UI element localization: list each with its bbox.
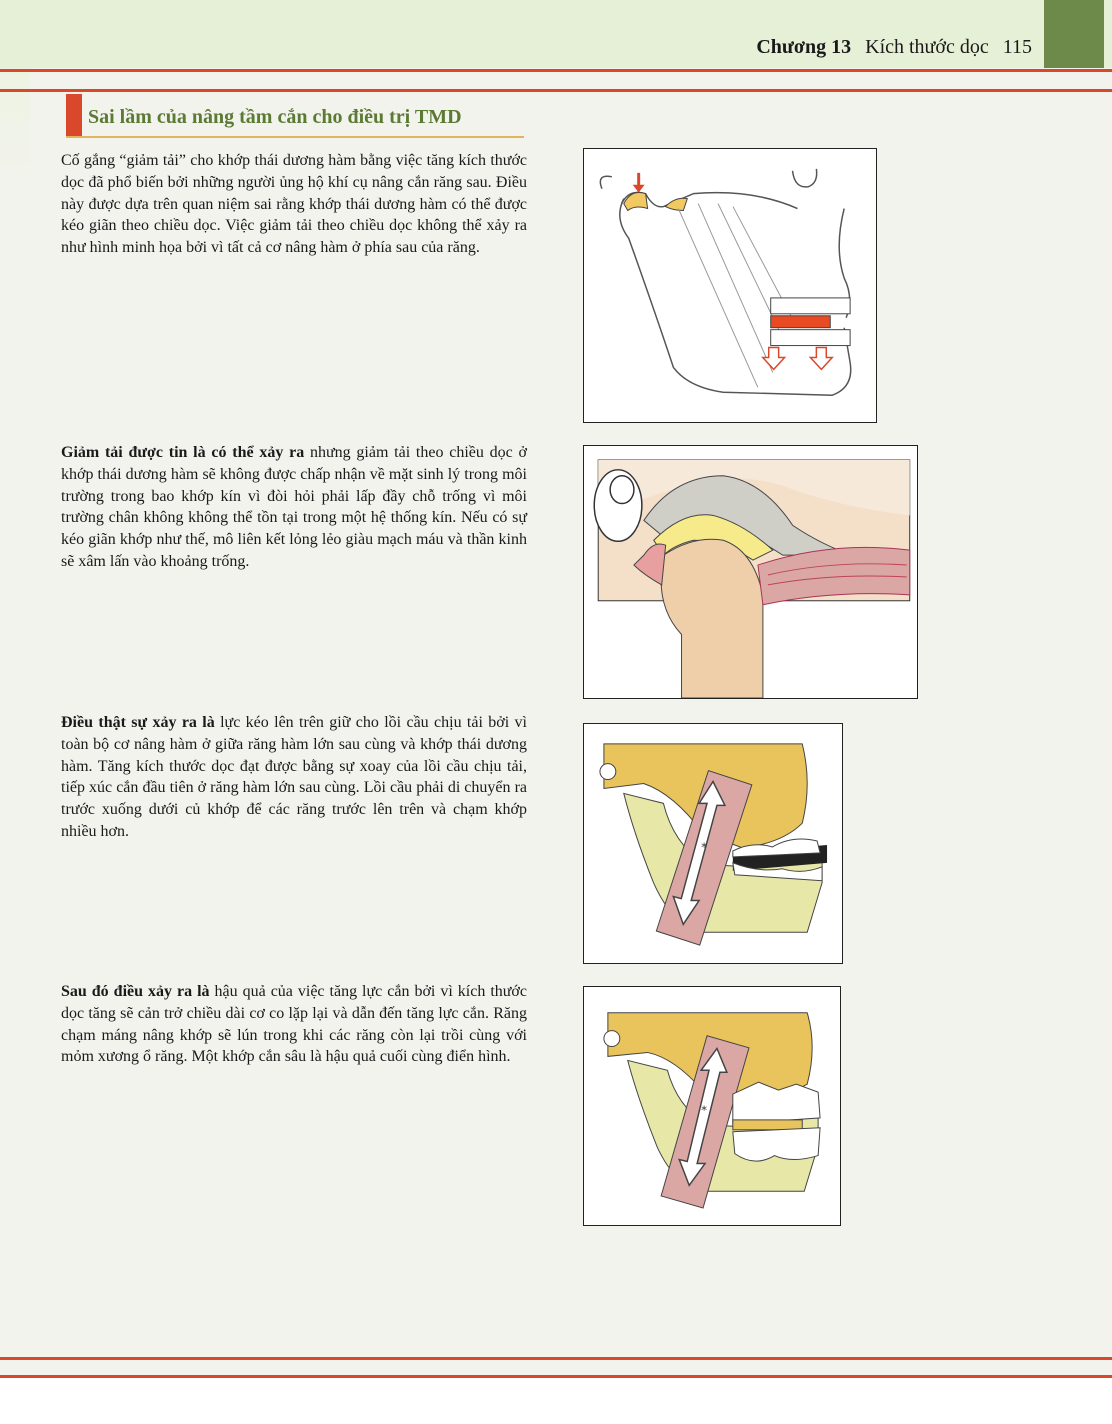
page-number: 115 — [1002, 36, 1032, 58]
section-heading — [66, 94, 524, 138]
jaw-illustration-b — [584, 987, 840, 1225]
chapter-number: 13 — [831, 36, 852, 58]
running-header-text — [756, 36, 1032, 59]
heading-marker — [66, 94, 82, 136]
chapter-tab — [1044, 0, 1104, 68]
paragraph-3 — [61, 712, 527, 843]
paragraph-3-lead: Điều thật sự xảy ra là — [61, 714, 215, 731]
paragraph-2-lead: Giảm tải được tin là có thể xảy ra — [61, 444, 305, 461]
header-rule-lower — [0, 89, 1112, 92]
header-rule-upper — [0, 69, 1112, 72]
page-bottom — [0, 1378, 1112, 1424]
figure-jaw-arrow — [583, 723, 843, 964]
paragraph-4-lead: Sau đó điều xảy ra là — [61, 983, 210, 1000]
figure-tmj-section — [583, 445, 918, 699]
tmj-illustration — [584, 446, 917, 698]
skull-illustration — [584, 149, 876, 422]
paragraph-1-text: Cố gắng “giảm tải” cho khớp thái dương hàm bằng việc tăng kích thước dọc đã phổ biến bởi những người ủng hộ khí cụ nâng cắn răng sau. Điều này được dựa trên quan niệm sai rằng khớp thái dương hàm có thể được kéo giãn theo chiều dọc. Việc giảm tải theo chiều dọc không thể xảy ra như hình minh họa bởi vì tất cả cơ nâng hàm ở phía sau của răng. — [61, 152, 527, 257]
paragraph-2-text: nhưng giảm tải theo chiều dọc ở khớp thái dương hàm sẽ không được chấp nhận về mặt sinh lý trong môi trường trong bao khớp kín vì đòi hỏi phải lấp đầy chỗ trống vì môi trường chân không không thể tồn tại trong một hệ thống kín. Nếu có sự kéo giãn khớp như thế, mô liên kết lỏng lẻo giàu mạch máu và thần kinh sẽ xâm lấn vào khoảng trống. — [61, 444, 527, 570]
chapter-label — [756, 36, 851, 59]
header-edge — [1104, 0, 1112, 68]
section-title: Sai lầm của nâng tầm cắn cho điều trị TMD — [88, 106, 462, 128]
jaw-illustration-a — [584, 724, 842, 963]
chapter-title: Kích thước dọc — [865, 36, 989, 58]
paragraph-2 — [61, 442, 527, 573]
figure-4-star: * — [701, 1102, 708, 1117]
footer-rule-upper — [0, 1357, 1112, 1360]
figure-3-star: * — [701, 839, 708, 854]
paragraph-4 — [61, 981, 527, 1068]
chapter-word: Chương — [756, 36, 827, 58]
figure-skull-sketch — [583, 148, 877, 423]
figure-jaw-deepbite — [583, 986, 841, 1226]
paragraph-1 — [61, 150, 527, 259]
paragraph-4-text: hậu quả của việc tăng lực cắn bởi vì kích thước dọc tăng sẽ cản trở chiều dài cơ co lặp lại và dẫn đến tăng lực cắn. Răng chạm máng nâng khớp sẽ lún trong khi các răng còn lại trồi cùng với mỏm xương ổ răng. Một khớp cắn sâu là hậu quả cuối cùng điển hình. — [61, 983, 527, 1066]
paragraph-3-text: lực kéo lên trên giữ cho lồi cầu chịu tải bởi vì toàn bộ cơ nâng hàm ở giữa răng hàm lớn sau cùng và khớp thái dương hàm. Tăng kích thước dọc đạt được bằng sự xoay của lồi cầu chịu tải, tiếp xúc cắn đầu tiên ở răng hàm lớn sau cùng. Lồi cầu phải di chuyển ra trước xuống dưới củ khớp để các răng trước lên trên và chạm khớp nhiều hơn. — [61, 714, 527, 840]
